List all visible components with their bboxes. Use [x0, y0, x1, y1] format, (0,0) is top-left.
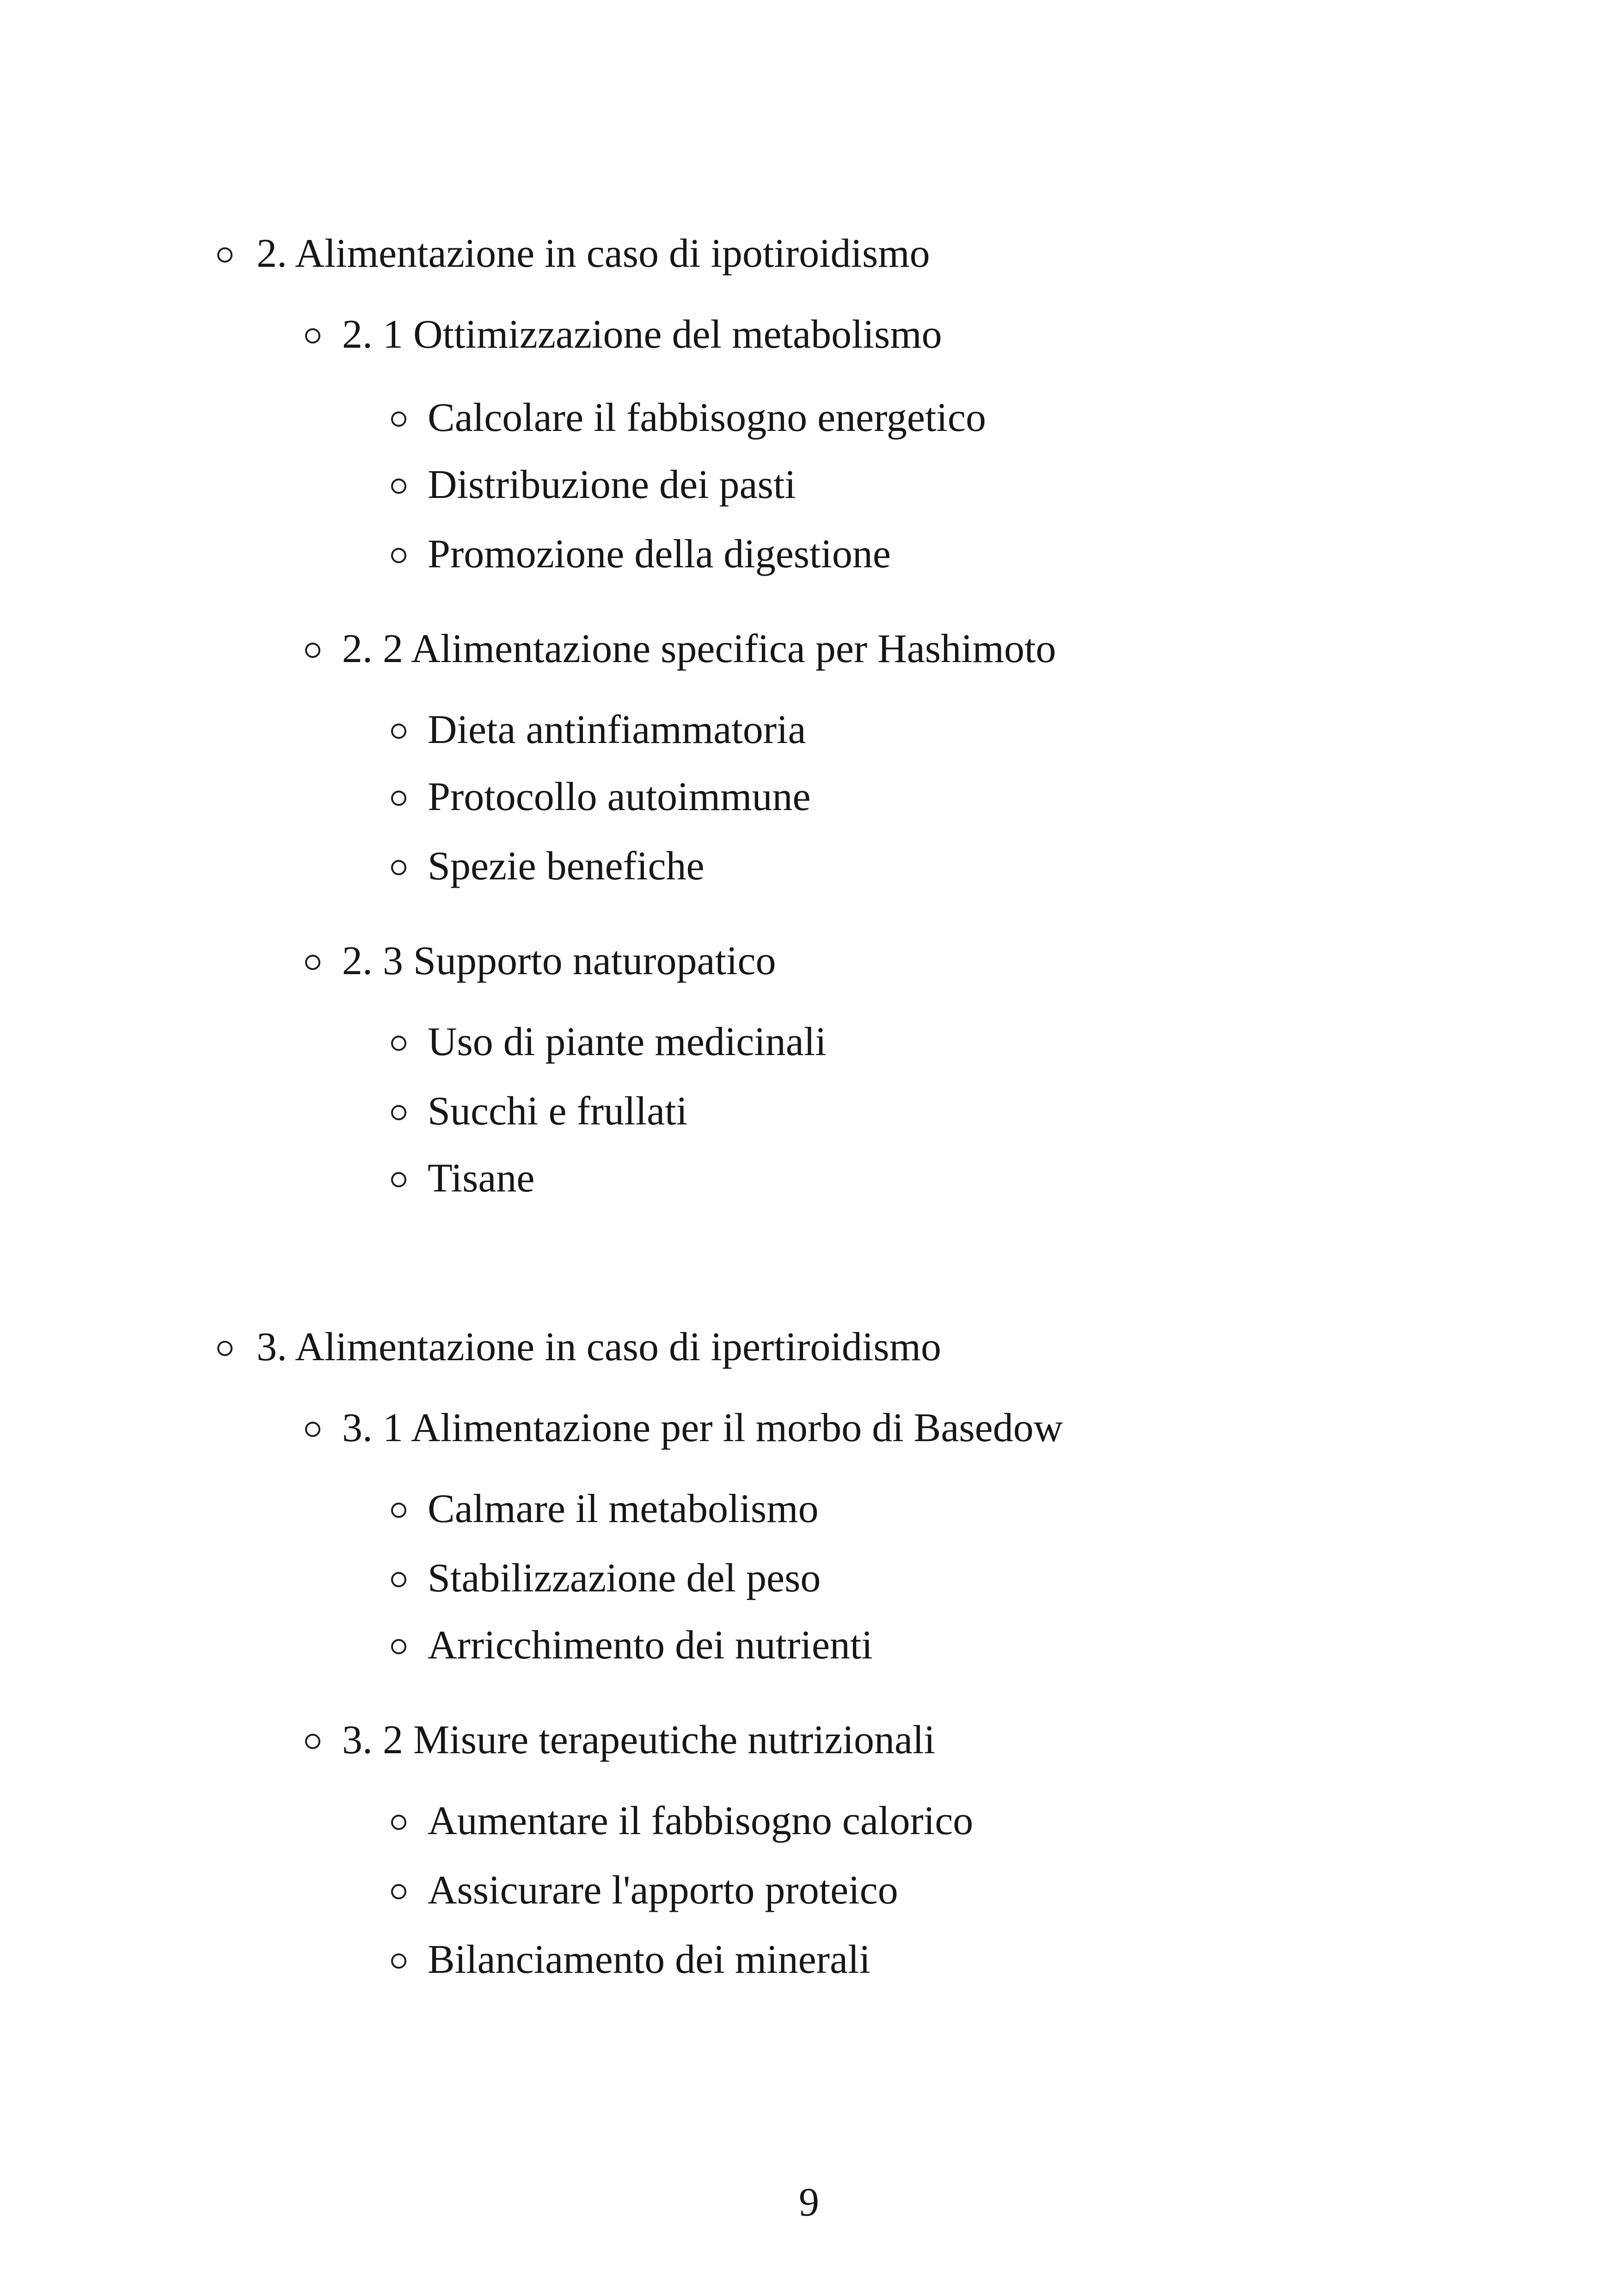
outline-item-label: 2. 3 Supporto naturopatico [342, 939, 776, 983]
outline-item-label: Protocollo autoimmune [428, 774, 811, 819]
circle-bullet-icon [391, 1172, 406, 1187]
outline-item-label: Tisane [428, 1156, 535, 1201]
circle-bullet-icon [305, 955, 320, 970]
outline-item-label: 3. 1 Alimentazione per il morbo di Basedow [342, 1406, 1063, 1450]
outline-item-label: Promozione della digestione [428, 532, 891, 577]
outline-item-label: 2. 2 Alimentazione specifica per Hashimoto [342, 626, 1056, 671]
circle-bullet-icon [391, 1639, 406, 1654]
outline-item-label: Uso di piante medicinali [428, 1019, 827, 1064]
circle-bullet-icon [391, 548, 406, 563]
circle-bullet-icon [217, 1341, 233, 1356]
circle-bullet-icon [391, 1105, 406, 1120]
outline-item-label: Dieta antinfiammatoria [428, 707, 806, 752]
circle-bullet-icon [391, 1036, 406, 1051]
circle-bullet-icon [391, 479, 406, 494]
outline-item-label: Succhi e frullati [428, 1089, 688, 1134]
circle-bullet-icon [391, 860, 406, 875]
outline-item-label: Arricchimento dei nutrienti [428, 1623, 873, 1668]
circle-bullet-icon [305, 643, 320, 658]
outline-item-label: 2. 1 Ottimizzazione del metabolismo [342, 312, 942, 357]
circle-bullet-icon [391, 1884, 406, 1899]
circle-bullet-icon [391, 1815, 406, 1830]
circle-bullet-icon [305, 1734, 320, 1749]
circle-bullet-icon [391, 1953, 406, 1969]
circle-bullet-icon [217, 247, 233, 263]
outline-item-label: 3. 2 Misure terapeutiche nutrizionali [342, 1718, 935, 1762]
outline-item-label: Bilanciamento dei minerali [428, 1937, 870, 1982]
circle-bullet-icon [391, 724, 406, 739]
page-number: 9 [799, 2180, 819, 2225]
outline-item-label: Spezie benefiche [428, 844, 705, 889]
outline-item-label: Distribuzione dei pasti [428, 462, 796, 507]
circle-bullet-icon [391, 1503, 406, 1518]
circle-bullet-icon [391, 1572, 406, 1587]
circle-bullet-icon [391, 791, 406, 806]
circle-bullet-icon [305, 328, 320, 344]
outline-item-label: Calmare il metabolismo [428, 1486, 819, 1531]
outline-item-label: 2. Alimentazione in caso di ipotiroidismo [257, 231, 930, 276]
outline-item-label: Assicurare l'apporto proteico [428, 1868, 898, 1913]
outline-item-label: Aumentare il fabbisogno calorico [428, 1799, 974, 1843]
circle-bullet-icon [305, 1422, 320, 1437]
outline-item-label: Calcolare il fabbisogno energetico [428, 395, 986, 440]
outline-item-label: 3. Alimentazione in caso di ipertiroidismo [257, 1325, 942, 1369]
circle-bullet-icon [391, 411, 406, 427]
outline-item-label: Stabilizzazione del peso [428, 1556, 821, 1601]
